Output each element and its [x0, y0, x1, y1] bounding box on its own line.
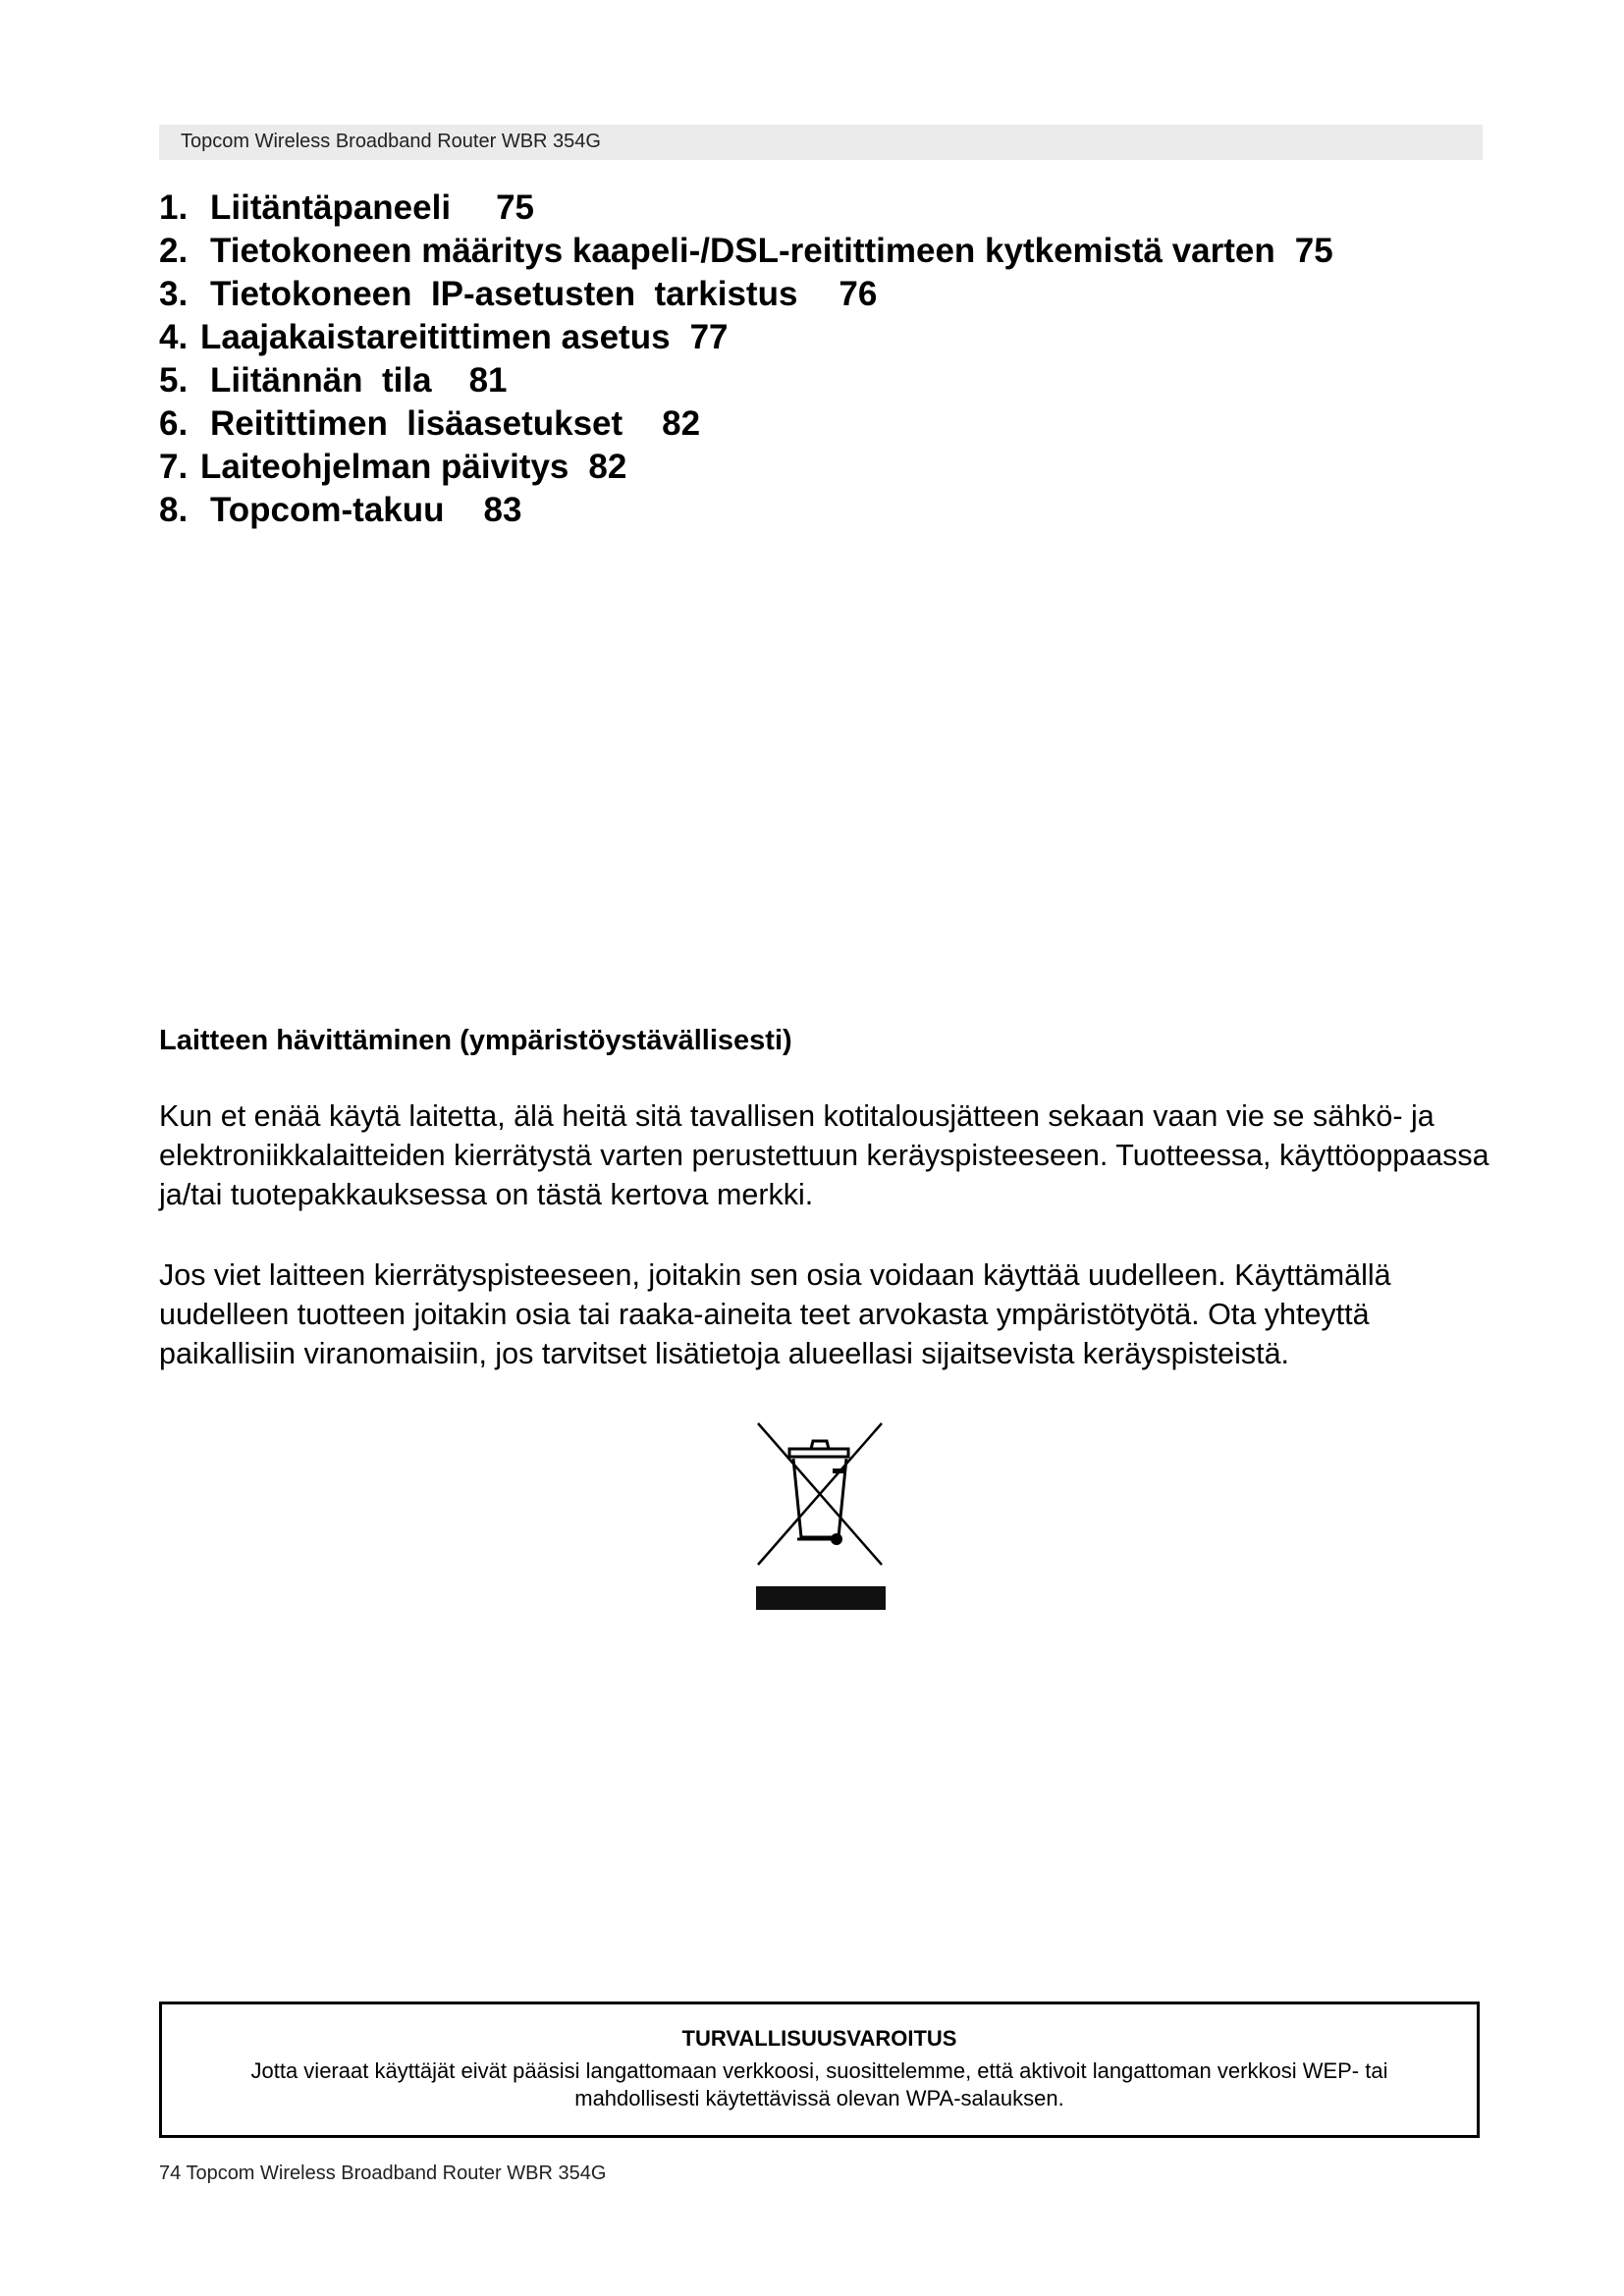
toc-page: 75: [496, 188, 534, 227]
toc-number: 1.: [159, 188, 189, 227]
toc-entry: [159, 230, 1333, 273]
toc-page: 81: [468, 361, 508, 400]
toc-entry: [159, 489, 1333, 532]
disposal-heading: Laitteen hävittäminen (ympäristöystävällisesti): [159, 1025, 792, 1056]
safety-title: TURVALLISUUSVAROITUS: [681, 2026, 957, 2051]
table-of-contents: [159, 187, 1333, 532]
safety-text: Jotta vieraat käyttäjät eivät pääsisi langattomaan verkkoosi, suosittelemme, että aktivoit langattoman verkkosi WEP- tai mahdollisesti käytettävissä olevan WPA-salauksen.: [250, 2058, 1388, 2110]
toc-page: 77: [689, 318, 729, 356]
toc-number: 8.: [159, 491, 189, 529]
toc-title: Liitäntäpaneeli: [210, 188, 452, 227]
toc-number: 6.: [159, 404, 189, 443]
toc-page: 82: [588, 448, 627, 486]
toc-number: 7.: [159, 448, 189, 486]
toc-number: 3.: [159, 275, 189, 313]
page-footer: 74 Topcom Wireless Broadband Router WBR 354G: [159, 2163, 607, 2184]
toc-title: Tietokoneen määritys kaapeli-/DSL-reitittimeen kytkemistä varten: [210, 232, 1275, 270]
toc-number: 4.: [159, 318, 189, 356]
toc-title: Topcom-takuu: [210, 491, 445, 529]
disposal-paragraph-2: Jos viet laitteen kierrätyspisteeseen, joitakin sen osia voidaan käyttää uudelleen. Käyttämällä uudelleen tuotteen joitakin osia tai raaka-aineita teet arvokasta ympäristötyötä. Ota yhteyttä paikallisiin viranomaisiin, jos tarvitset lisätietoja alueellasi sijaitsevista keräyspisteistä.: [159, 1258, 1391, 1370]
toc-title: Reitittimen lisäasetukset: [210, 404, 623, 443]
toc-number: 2.: [159, 232, 189, 270]
toc-title: Liitännän tila: [210, 361, 432, 400]
toc-entry: [159, 187, 1333, 230]
toc-entry: [159, 273, 1333, 316]
toc-page: 83: [483, 491, 522, 529]
toc-page: 75: [1294, 232, 1333, 270]
toc-entry: [159, 316, 1333, 359]
running-header: [159, 125, 1483, 160]
toc-page: 76: [839, 275, 878, 313]
toc-entry: [159, 402, 1333, 446]
disposal-paragraph-1: Kun et enää käytä laitetta, älä heitä sitä tavallisen kotitalousjätteen sekaan vaan vie se sähkö- ja elektroniikkalaitteiden kierrätystä varten perustettuun keräyspisteeseen. Tuotteessa, käyttöoppaassa ja/tai tuotepakkauksessa on tästä kertova merkki.: [159, 1099, 1489, 1211]
toc-title: Laajakaistareitittimen asetus: [200, 318, 671, 356]
toc-number: 5.: [159, 361, 189, 400]
safety-warning-box: [159, 2002, 1480, 2138]
crossed-out-wheelie-bin-icon: [754, 1419, 888, 1611]
toc-entry: [159, 359, 1333, 402]
toc-entry: [159, 446, 1333, 489]
toc-page: 82: [662, 404, 701, 443]
toc-title: Laiteohjelman päivitys: [200, 448, 569, 486]
header-title: Topcom Wireless Broadband Router WBR 354G: [181, 131, 601, 152]
toc-title: Tietokoneen IP-asetusten tarkistus: [210, 275, 798, 313]
